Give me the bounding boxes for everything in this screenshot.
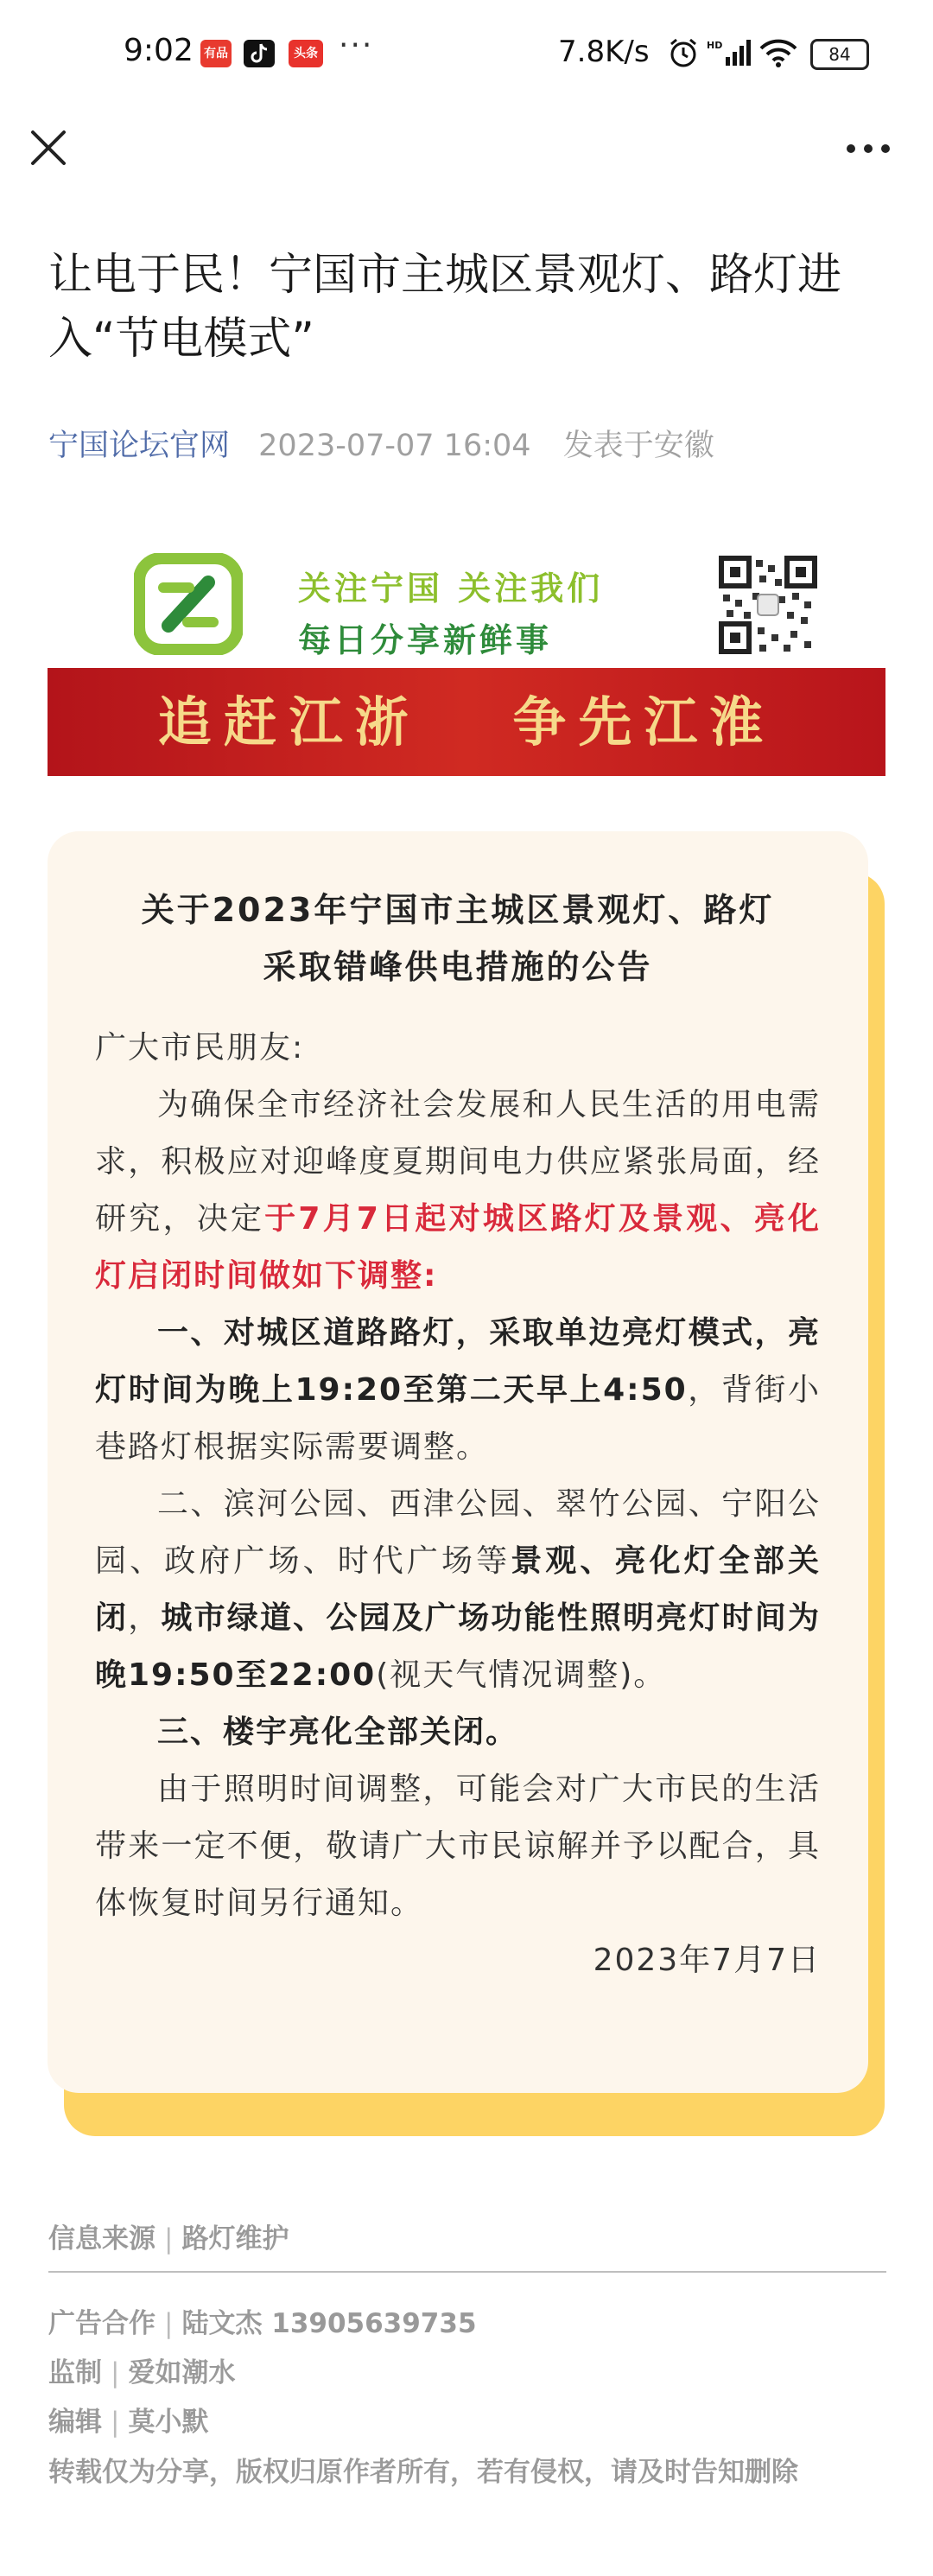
footer-disclaimer: 转载仅为分享，版权归原作者所有，若有侵权，请及时告知删除 [48, 2457, 798, 2488]
p3-text-2: ， [128, 1600, 162, 1636]
more-options-button[interactable] [838, 127, 898, 170]
supervise-value: 爱如潮水 [128, 2357, 236, 2388]
toutiao-icon: 头条 [289, 40, 323, 67]
separator: | [111, 2357, 120, 2388]
notice-title-line-1: 关于2023年宁国市主城区景观灯、路灯 [141, 891, 775, 929]
top-navigation-bar [0, 108, 933, 194]
header-banner [48, 543, 885, 776]
separator: | [164, 2308, 174, 2339]
footer-ad [48, 2301, 477, 2340]
source-label: 信息来源 [48, 2223, 156, 2255]
net-speed: 7.8K/s [558, 35, 650, 69]
ad-value: 陆文杰 13905639735 [181, 2308, 477, 2339]
notice-card [48, 831, 868, 2093]
notice-sign-date: 2023年7月7日 [593, 1943, 821, 1978]
source-value: 路灯维护 [181, 2223, 289, 2255]
p3-bold-2: 城市绿道、公园及广场功能性照明亮灯时间为晚19:50至22:00 [95, 1600, 821, 1693]
p3-text-3: (视天气情况调整)。 [376, 1657, 667, 1693]
notice-body [95, 1020, 821, 1989]
battery-indicator: 84 [810, 39, 869, 70]
separator: | [111, 2407, 120, 2438]
publish-date: 2023-07-07 16:04 [258, 429, 531, 463]
ad-label: 广告合作 [48, 2308, 156, 2339]
status-time: 9:02 [124, 33, 194, 68]
footer-divider [48, 2271, 886, 2273]
notice-paragraph-2 [95, 1305, 821, 1476]
separator: | [164, 2223, 174, 2255]
banner-slogan-2: 每日分享新鲜事 [298, 621, 553, 659]
signal-icon [707, 38, 752, 71]
notice-greeting: 广大市民朋友: [95, 1030, 305, 1065]
notice-title [48, 881, 868, 995]
footer-supervise [48, 2350, 235, 2389]
author-link[interactable]: 宁国论坛官网 [48, 429, 231, 463]
notice-title-line-2: 采取错峰供电措施的公告 [263, 948, 653, 986]
close-button[interactable] [24, 124, 73, 172]
editor-value: 莫小默 [128, 2407, 209, 2438]
p1-text: 为确保全市经济社会发展和人民生活的用电需求，积极应对迎峰度夏期间电力供应紧张局面，经研究，决定 [95, 1087, 821, 1237]
p3-text-1: 二、滨河公园、西津公园、翠竹公园、宁阳公园、政府广场、时代广场等 [95, 1486, 821, 1579]
p1-highlight: 于7月7日起对城区路灯及景观、亮化灯启闭时间做如下调整: [95, 1201, 821, 1294]
qr-code-icon [718, 555, 818, 655]
article-title: 让电于民！宁国市主城区景观灯、路灯进入“节电模式” [48, 250, 842, 365]
publish-location: 发表于安徽 [562, 429, 714, 463]
banner-slogan-1: 关注宁国 关注我们 [298, 569, 604, 607]
alarm-icon [667, 36, 700, 73]
article-meta [48, 422, 714, 465]
more-notifications-icon: ··· [339, 28, 374, 63]
p2-text: ，背街小巷路灯根据实际需要调整。 [95, 1372, 821, 1465]
notice-paragraph-5: 由于照明时间调整，可能会对广大市民的生活带来一定不便，敬请广大市民谅解并予以配合，具体恢复时间另行通知。 [95, 1771, 821, 1921]
tiktok-icon [244, 40, 275, 67]
banner-top [48, 543, 885, 668]
more-icon [838, 127, 898, 170]
p4-bold: 三、楼宇亮化全部关闭。 [157, 1714, 519, 1750]
notice-paragraph-3 [95, 1476, 821, 1704]
wifi-icon [758, 38, 798, 71]
banner-red-strip [48, 668, 885, 776]
p3-bold-1: 景观、亮化灯全部关闭 [95, 1543, 821, 1636]
footer-source [48, 2217, 289, 2255]
ningguo-logo-icon [134, 553, 243, 655]
footer-editor [48, 2400, 208, 2439]
notice-paragraph-1 [95, 1077, 821, 1305]
p2-bold: 一、对城区道路路灯，采取单边亮灯模式，亮灯时间为晚上19:20至第二天早上4:50 [95, 1315, 821, 1408]
svg-text:HD: HD [707, 40, 723, 51]
close-icon [24, 124, 73, 172]
editor-label: 编辑 [48, 2407, 102, 2438]
notice-paragraph-4 [95, 1704, 821, 1761]
supervise-label: 监制 [48, 2357, 102, 2388]
banner-red-text: 追赶江浙 争先江淮 [157, 690, 776, 754]
status-bar [0, 0, 933, 108]
app-notification-icon: 有品 [200, 40, 232, 67]
